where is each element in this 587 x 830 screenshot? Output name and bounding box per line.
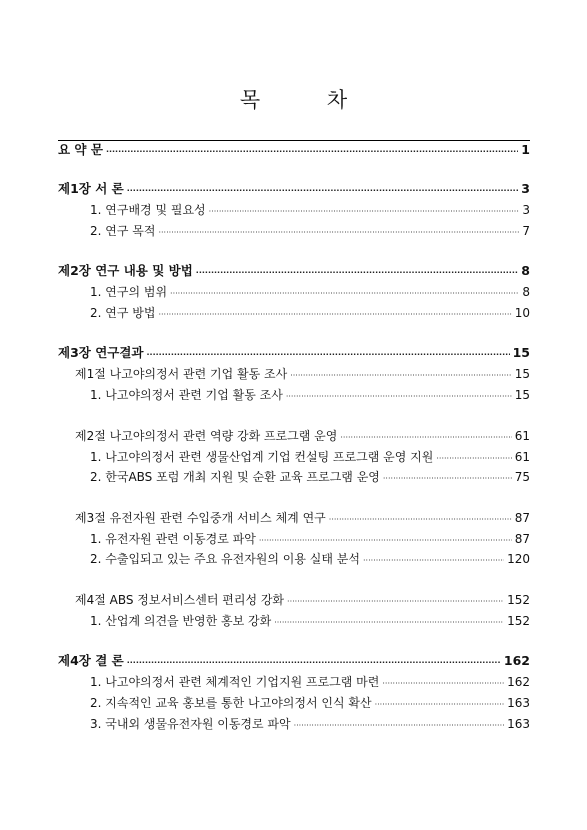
toc-entry-section[interactable] xyxy=(90,304,530,322)
toc-page-number: 7 xyxy=(522,224,530,238)
toc-entry-section[interactable] xyxy=(90,673,530,691)
toc-page-number: 1 xyxy=(521,142,530,157)
toc-entry-section[interactable] xyxy=(90,201,530,219)
toc-label: 2. 수출입되고 있는 주요 유전자원의 이용 실태 분석 xyxy=(90,552,360,566)
dot-leader xyxy=(158,306,511,324)
toc-entry-chapter-2[interactable] xyxy=(58,262,530,280)
toc-page-number: 87 xyxy=(514,511,530,525)
dot-leader xyxy=(259,532,512,550)
toc-entry-chapter-4[interactable] xyxy=(58,652,530,670)
toc-page-number: 3 xyxy=(521,181,530,196)
dot-leader xyxy=(286,388,512,406)
toc-page-number: 15 xyxy=(514,367,530,381)
toc-label: 1. 연구의 범위 xyxy=(90,285,168,299)
toc-entry-subchapter[interactable] xyxy=(75,509,530,527)
dot-leader xyxy=(290,367,512,385)
toc-page-number: 8 xyxy=(522,285,530,299)
dot-leader xyxy=(383,470,512,488)
toc-page-number: 163 xyxy=(507,696,530,710)
dot-leader xyxy=(196,264,519,282)
toc-label: 제3장 연구결과 xyxy=(58,345,144,360)
toc-page-number: 152 xyxy=(507,593,530,607)
toc-entry-section[interactable] xyxy=(90,715,530,733)
toc-label: 제4절 ABS 정보서비스센터 편리성 강화 xyxy=(75,593,285,607)
toc-entry-section[interactable] xyxy=(90,222,530,240)
toc-entry-section[interactable] xyxy=(90,468,530,486)
dot-leader xyxy=(436,450,511,468)
toc-entry-section[interactable] xyxy=(90,550,530,568)
toc-page-number: 162 xyxy=(507,675,530,689)
toc-page-number: 15 xyxy=(514,388,530,402)
toc-label: 1. 나고야의정서 관련 기업 활동 조사 xyxy=(90,388,283,402)
dot-leader xyxy=(287,593,504,611)
toc-page-number: 75 xyxy=(514,470,530,484)
dot-leader xyxy=(382,675,504,693)
toc-entry-summary[interactable] xyxy=(58,141,530,159)
toc-label: 3. 국내외 생물유전자원 이동경로 파악 xyxy=(90,717,291,731)
toc-label: 1. 연구배경 및 필요성 xyxy=(90,203,206,217)
toc-entry-subchapter[interactable] xyxy=(75,427,530,445)
toc-page-number: 3 xyxy=(522,203,530,217)
toc-entry-subchapter[interactable] xyxy=(75,591,530,609)
toc-page-number: 120 xyxy=(507,552,530,566)
toc-entry-section[interactable] xyxy=(90,612,530,630)
dot-leader xyxy=(106,143,518,161)
toc-page-number: 61 xyxy=(514,429,530,443)
toc-label: 1. 나고야의정서 관련 생물산업계 기업 컨설팅 프로그램 운영 지원 xyxy=(90,450,434,464)
toc-label: 2. 연구 목적 xyxy=(90,224,156,238)
toc-label: 1. 산업계 의견을 반영한 홍보 강화 xyxy=(90,614,272,628)
dot-leader xyxy=(147,346,510,364)
toc-page-number: 15 xyxy=(512,345,530,360)
toc-page-number: 152 xyxy=(507,614,530,628)
dot-leader xyxy=(329,511,512,529)
toc-page-number: 8 xyxy=(521,263,530,278)
dot-leader xyxy=(127,654,501,672)
toc-entry-section[interactable] xyxy=(90,386,530,404)
toc-label: 제1장 서 론 xyxy=(58,181,124,196)
toc-entry-chapter-1[interactable] xyxy=(58,180,530,198)
dot-leader xyxy=(375,696,505,714)
toc-page-number: 61 xyxy=(514,450,530,464)
toc-label: 제1절 나고야의정서 관련 기업 활동 조사 xyxy=(75,367,288,381)
toc-entry-chapter-3[interactable] xyxy=(58,344,530,362)
toc-label: 제3절 유전자원 관련 수입중개 서비스 체계 연구 xyxy=(75,511,326,525)
toc-label: 제2장 연구 내용 및 방법 xyxy=(58,263,193,278)
dot-leader xyxy=(127,182,519,200)
toc-entry-section[interactable] xyxy=(90,448,530,466)
toc-label: 2. 한국ABS 포럼 개최 지원 및 순환 교육 프로그램 운영 xyxy=(90,470,380,484)
toc-label: 2. 지속적인 교육 홍보를 통한 나고야의정서 인식 확산 xyxy=(90,696,372,710)
toc-label: 요 약 문 xyxy=(58,142,103,157)
toc-entry-section[interactable] xyxy=(90,694,530,712)
toc-page-number: 162 xyxy=(503,653,530,668)
dot-leader xyxy=(340,429,511,447)
toc-entry-subchapter[interactable] xyxy=(75,365,530,383)
toc-label: 2. 연구 방법 xyxy=(90,306,156,320)
dot-leader xyxy=(170,285,519,303)
dot-leader xyxy=(363,552,504,570)
dot-leader xyxy=(209,203,520,221)
toc-label: 제4장 결 론 xyxy=(58,653,124,668)
toc-label: 1. 나고야의정서 관련 체계적인 기업지원 프로그램 마련 xyxy=(90,675,380,689)
toc-page-number: 87 xyxy=(514,532,530,546)
dot-leader xyxy=(158,224,519,242)
toc-page-number: 163 xyxy=(507,717,530,731)
toc-label: 제2절 나고야의정서 관련 역량 강화 프로그램 운영 xyxy=(75,429,338,443)
toc-entry-section[interactable] xyxy=(90,283,530,301)
dot-leader xyxy=(274,614,504,632)
page-title: 목 차 xyxy=(239,88,378,112)
toc-label: 1. 유전자원 관련 이동경로 파악 xyxy=(90,532,256,546)
toc-entry-section[interactable] xyxy=(90,530,530,548)
toc-page-number: 10 xyxy=(514,306,530,320)
dot-leader xyxy=(294,717,505,735)
